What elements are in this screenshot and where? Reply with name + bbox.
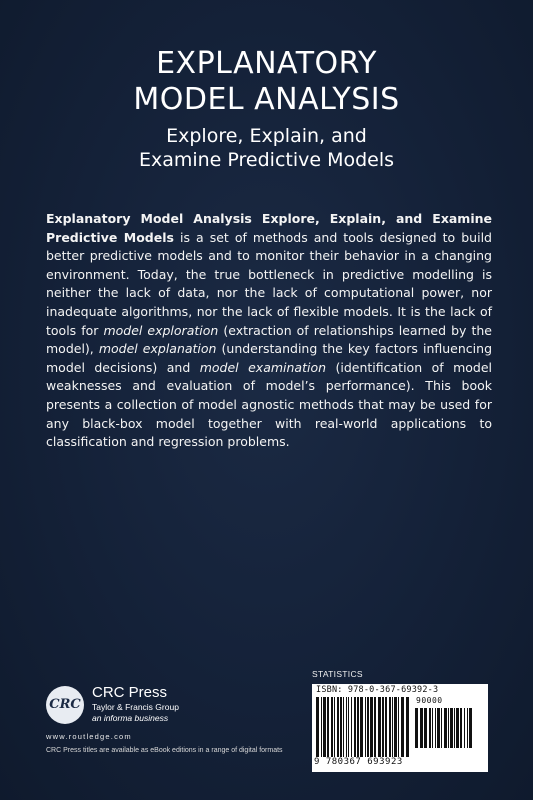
barcode-bar — [401, 697, 404, 757]
barcode-bar — [437, 708, 440, 748]
ebook-note: CRC Press titles are available as eBook editions in a range of digital formats — [46, 747, 283, 754]
barcode-bar — [456, 708, 459, 748]
barcode-bar — [450, 708, 453, 748]
blurb-italic-2: model explanation — [98, 341, 217, 357]
barcode-bar — [367, 697, 369, 757]
barcode-bar — [385, 697, 387, 757]
barcode-bar — [429, 708, 431, 748]
publisher-group: Taylor & Francis Group — [92, 702, 179, 712]
barcode-bar — [448, 708, 449, 748]
barcode-bar — [469, 708, 472, 748]
barcode-bar — [464, 708, 465, 748]
barcode-bar — [331, 697, 333, 757]
barcode-bar — [357, 697, 359, 757]
barcode-bar — [460, 708, 462, 748]
ean-barcode-bars — [316, 697, 412, 757]
barcode-digits: 9 780367 693923 — [314, 757, 403, 767]
barcode-bar — [374, 697, 376, 757]
blurb-text-1: is a set of methods and tools designed to build better predictive models and to monitor their behavior in a changing environment. Today, the true bottleneck in predictive modelling is neither the lack of data, nor the lack of computational power, nor inadequate algorithms, nor the lack of flexible models. It is the lack of tools for — [46, 229, 492, 338]
barcode-bar — [454, 708, 455, 748]
subtitle-line-2: Examine Predictive Models — [138, 149, 395, 171]
publisher-block — [46, 686, 306, 732]
blurb-text-3: (understanding the key factors influencing model decisions) and — [46, 341, 493, 375]
blurb-bold-lead: Explanatory Model Analysis Explore, Explain, and Examine Predictive Models — [46, 211, 492, 245]
barcode-bar — [441, 708, 442, 748]
barcode-bar — [316, 697, 319, 757]
barcode-bar — [444, 708, 447, 748]
blurb-italic-3: model examination — [199, 359, 327, 375]
blurb-text-4: (identification of model weaknesses and evaluation of model’s performance). This book presents a collection of model agnostic methods that may be used for any black-box model together with real-world applications to classification and regression problems. — [46, 359, 493, 450]
barcode-bar — [394, 697, 397, 757]
barcode-bar — [432, 708, 433, 748]
price-code: 90000 — [416, 696, 443, 705]
barcode-bar — [337, 697, 339, 757]
barcode-bar — [415, 708, 418, 748]
barcode-bar — [351, 697, 352, 757]
barcode-bar — [360, 697, 363, 757]
barcode-bar — [424, 708, 427, 748]
barcode-bar — [406, 697, 409, 757]
subject-category: STATISTICS — [312, 669, 363, 679]
blurb-italic-1: model exploration — [103, 322, 219, 338]
publisher-name: CRC Press — [92, 684, 168, 701]
blurb-text-2: (extraction of relationships learned by the model), — [46, 322, 492, 357]
publisher-informa: an informa business — [92, 713, 169, 723]
barcode-bar — [420, 708, 423, 748]
barcode-bar — [365, 697, 366, 757]
barcode-bar — [343, 697, 344, 757]
barcode-bar — [321, 697, 322, 757]
barcode-bar — [392, 697, 393, 757]
barcode-bar — [370, 697, 373, 757]
barcode-bar — [346, 697, 347, 757]
publisher-website: www.routledge.com — [46, 732, 132, 741]
crc-press-logo-icon: CRC — [46, 686, 84, 724]
isbn-text: ISBN: 978-0-367-69392-3 — [316, 685, 439, 695]
barcode-bar — [435, 708, 436, 748]
back-cover-blurb — [46, 210, 492, 452]
barcode-bar — [327, 697, 329, 757]
isbn-barcode — [312, 684, 488, 772]
barcode-bar — [354, 697, 356, 757]
barcode-bar — [467, 708, 468, 748]
barcode-bar — [378, 697, 381, 757]
barcode-bar — [398, 697, 399, 757]
barcode-bar — [382, 697, 384, 757]
barcode-bar — [389, 697, 391, 757]
title-line-2: MODEL ANALYSIS — [133, 82, 400, 117]
price-barcode-bars — [415, 708, 475, 748]
subtitle-line-1: Explore, Explain, and — [166, 125, 367, 147]
barcode-bar — [348, 697, 349, 757]
barcode-bar — [340, 697, 342, 757]
title-line-1: EXPLANATORY — [156, 46, 377, 81]
barcode-bar — [323, 697, 326, 757]
barcode-bar — [334, 697, 335, 757]
